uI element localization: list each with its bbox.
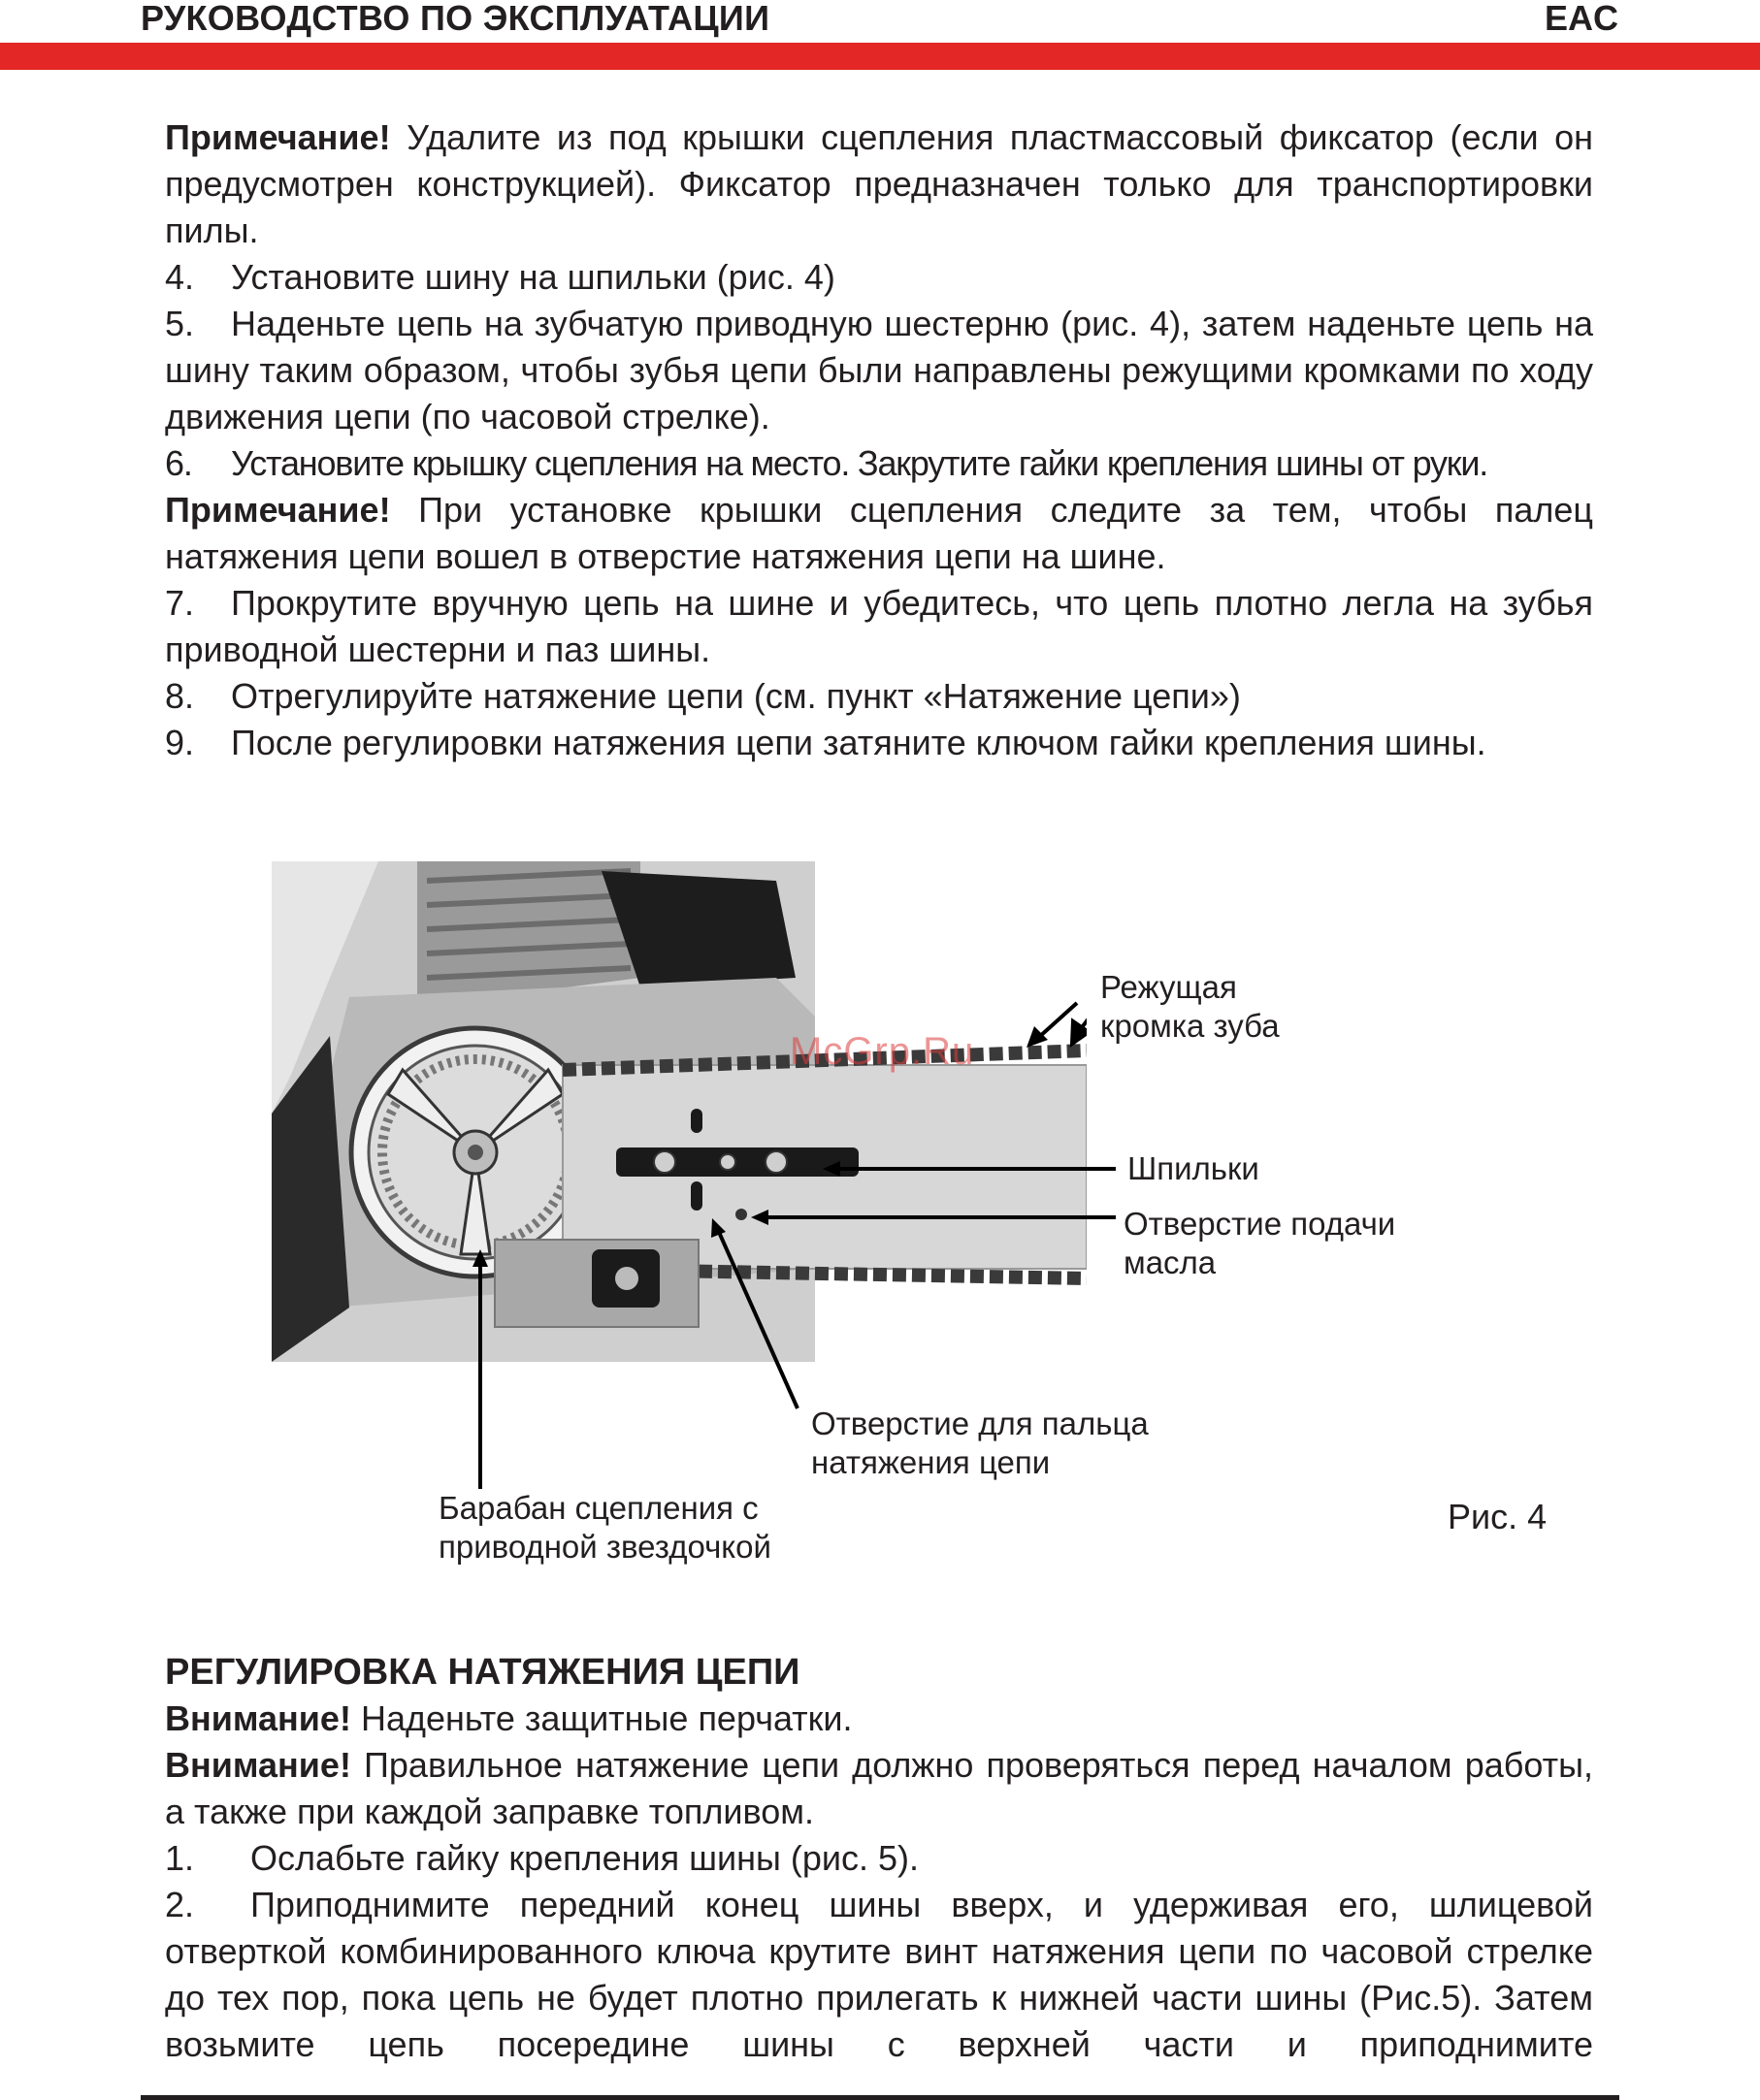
label-line: кромка зуба — [1100, 1008, 1280, 1044]
label-line: натяжения цепи — [811, 1444, 1051, 1480]
warning-label: Внимание! — [165, 1698, 351, 1738]
note-label: Примечание! — [165, 117, 391, 157]
warning-label: Внимание! — [165, 1745, 351, 1785]
step-text: Ослабьте гайку крепления шины (рис. 5). — [250, 1838, 920, 1878]
label-line: Отверстие подачи — [1124, 1206, 1396, 1242]
step-text: Прокрутите вручную цепь на шине и убедитесь, что цепь плотно легла на зубья приводной шестерни и паз шины. — [165, 583, 1593, 669]
step-number: 5. — [165, 304, 195, 343]
label-line: Режущая — [1100, 969, 1237, 1005]
step-text: Наденьте цепь на зубчатую приводную шестерню (рис. 4), затем наденьте цепь на шину таким образом, чтобы зубья цепи были направлены режущими кромками по ходу движения цепи (по часовой стрелке). — [165, 304, 1593, 436]
step-number: 1. — [165, 1838, 195, 1878]
warning-paragraph — [165, 1696, 1593, 1742]
label-line: масла — [1124, 1244, 1217, 1280]
step-text: Установите шину на шпильки (рис. 4) — [231, 257, 835, 297]
watermark: McGrp.Ru — [790, 1030, 975, 1073]
step-number: 8. — [165, 676, 195, 716]
eac-mark: EAC — [1544, 0, 1618, 38]
label-line: Отверстие для пальца — [811, 1405, 1149, 1441]
step-text: После регулировки натяжения цепи затяните ключом гайки крепления шины. — [231, 723, 1486, 762]
figure-caption: Рис. 4 — [1448, 1497, 1548, 1536]
chain-tension-section — [165, 1649, 1593, 2068]
page-header-title: РУКОВОДСТВО ПО ЭКСПЛУАТАЦИИ — [141, 0, 770, 38]
warning-text: Наденьте защитные перчатки. — [350, 1698, 853, 1738]
label-clutch-drum — [439, 1489, 771, 1567]
section-heading: РЕГУЛИРОВКА НАТЯЖЕНИЯ ЦЕПИ — [165, 1652, 800, 1693]
step-number: 7. — [165, 583, 195, 623]
step-text: Приподнимите передний конец шины вверх, и удерживая его, шлицевой отверткой комбинированного ключа крутите винт натяжения цепи по часовой стрелке до тех пор, пока цепь не будет плотно прилегать к нижней части шины (Рис.5). Затем возьмите цепь посередине шины с верхней части и приподнимите — [165, 1885, 1593, 2064]
step-number: 6. — [165, 443, 192, 483]
step-number: 4. — [165, 257, 195, 297]
label-line: Барабан сцепления с — [439, 1490, 759, 1526]
warning-text: Правильное натяжение цепи должно проверяться перед началом работы, а также при каждой заправке топливом. — [165, 1745, 1593, 1831]
footer-rule — [141, 2095, 1619, 2100]
label-line: приводной звездочкой — [439, 1529, 771, 1565]
note-text: Удалите из под крышки сцепления пластмассовый фиксатор (если он предусмотрен конструкцией). Фиксатор предназначен только для транспортировки пилы. — [165, 117, 1593, 250]
note-text: При установке крышки сцепления следите за тем, чтобы палец натяжения цепи вошел в отверстие натяжения цепи на шине. — [165, 490, 1593, 576]
step-number: 9. — [165, 723, 195, 762]
step-text: Установите крышку сцепления на место. Закрутите гайки крепления шины от руки. — [231, 443, 1488, 483]
label-tension-pin-hole — [811, 1405, 1149, 1482]
warning-paragraph — [165, 1742, 1593, 1835]
step-number: 2. — [165, 1885, 195, 1924]
step-item — [165, 1882, 1593, 2068]
step-text: Отрегулируйте натяжение цепи (см. пункт «Натяжение цепи») — [231, 676, 1241, 716]
note-label: Примечание! — [165, 490, 391, 530]
label-oil-hole — [1124, 1205, 1395, 1282]
label-cutting-edge — [1100, 968, 1280, 1046]
step-item — [165, 1835, 1593, 1882]
label-studs: Шпильки — [1127, 1150, 1259, 1186]
